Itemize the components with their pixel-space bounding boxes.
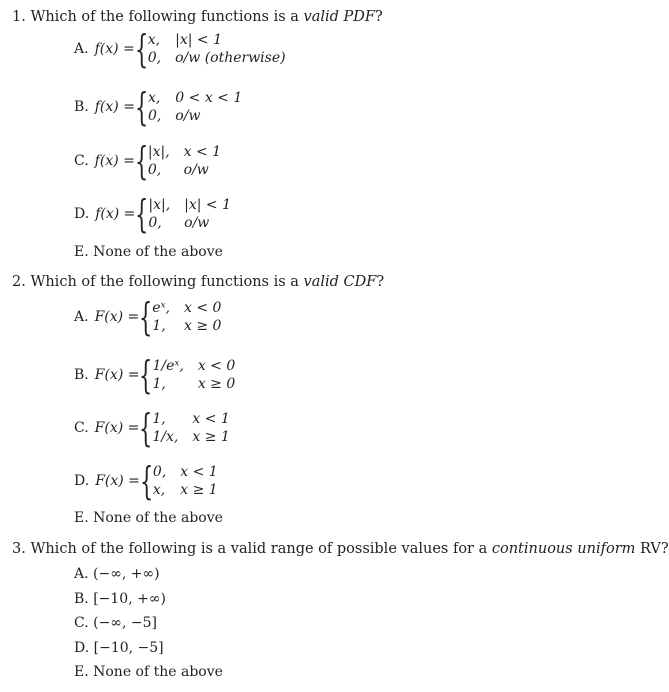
left-brace-icon: { xyxy=(139,295,153,339)
piecewise-cases: |x|, |x| < 1 0, o/w xyxy=(148,197,232,231)
left-brace-icon: { xyxy=(134,27,149,71)
left-brace-icon: { xyxy=(135,192,149,236)
q3-option-c[interactable]: C. (−∞, −5] xyxy=(74,615,157,631)
question-2-title: 2. Which of the following functions is a valid CDF? xyxy=(12,274,385,290)
q2-option-e[interactable]: E. None of the above xyxy=(74,510,223,526)
piecewise-cases: 0, x < 1 x, x ≥ 1 xyxy=(152,464,218,498)
piecewise-cases: 1, x < 1 1/x, x ≥ 1 xyxy=(152,411,230,445)
left-brace-icon: { xyxy=(139,353,153,397)
q1-option-b[interactable]: B. f(x) = { x, 0 < x < 1 0, o/w xyxy=(74,85,243,129)
q2-option-b[interactable]: B. F(x) = { 1/eˣ, x < 0 1, x ≥ 0 xyxy=(74,353,236,397)
q3-option-d[interactable]: D. [−10, −5] xyxy=(74,640,164,656)
piecewise-cases: 1/eˣ, x < 0 1, x ≥ 0 xyxy=(152,358,236,392)
left-brace-icon: { xyxy=(139,406,153,450)
q1-option-d[interactable]: D. f(x) = { |x|, |x| < 1 0, o/w xyxy=(74,192,232,236)
left-brace-icon: { xyxy=(134,85,149,129)
piecewise-cases: |x|, x < 1 0, o/w xyxy=(147,144,222,178)
q3-option-e[interactable]: E. None of the above xyxy=(74,664,223,680)
question-3-title: 3. Which of the following is a valid range of possible values for a continuous uniform RV? xyxy=(12,541,669,557)
q1-option-c[interactable]: C. f(x) = { |x|, x < 1 0, o/w xyxy=(74,139,222,183)
left-brace-icon: { xyxy=(139,459,154,503)
piecewise-cases: x, 0 < x < 1 0, o/w xyxy=(147,90,243,124)
left-brace-icon: { xyxy=(134,139,149,183)
piecewise-cases: x, |x| < 1 0, o/w (otherwise) xyxy=(147,32,286,66)
piecewise-cases: eˣ, x < 0 1, x ≥ 0 xyxy=(152,300,222,334)
q2-option-d[interactable]: D. F(x) = { 0, x < 1 x, x ≥ 1 xyxy=(74,459,218,503)
q2-option-c[interactable]: C. F(x) = { 1, x < 1 1/x, x ≥ 1 xyxy=(74,406,230,450)
q3-option-a[interactable]: A. (−∞, +∞) xyxy=(74,566,160,582)
q2-option-a[interactable]: A. F(x) = { eˣ, x < 0 1, x ≥ 0 xyxy=(74,295,222,339)
q1-option-a[interactable]: A. f(x) = { x, |x| < 1 0, o/w (otherwise) xyxy=(74,27,286,71)
question-1-title: 1. Which of the following functions is a valid PDF? xyxy=(12,9,383,25)
q3-option-b[interactable]: B. [−10, +∞) xyxy=(74,591,166,607)
q1-option-e[interactable]: E. None of the above xyxy=(74,244,223,260)
